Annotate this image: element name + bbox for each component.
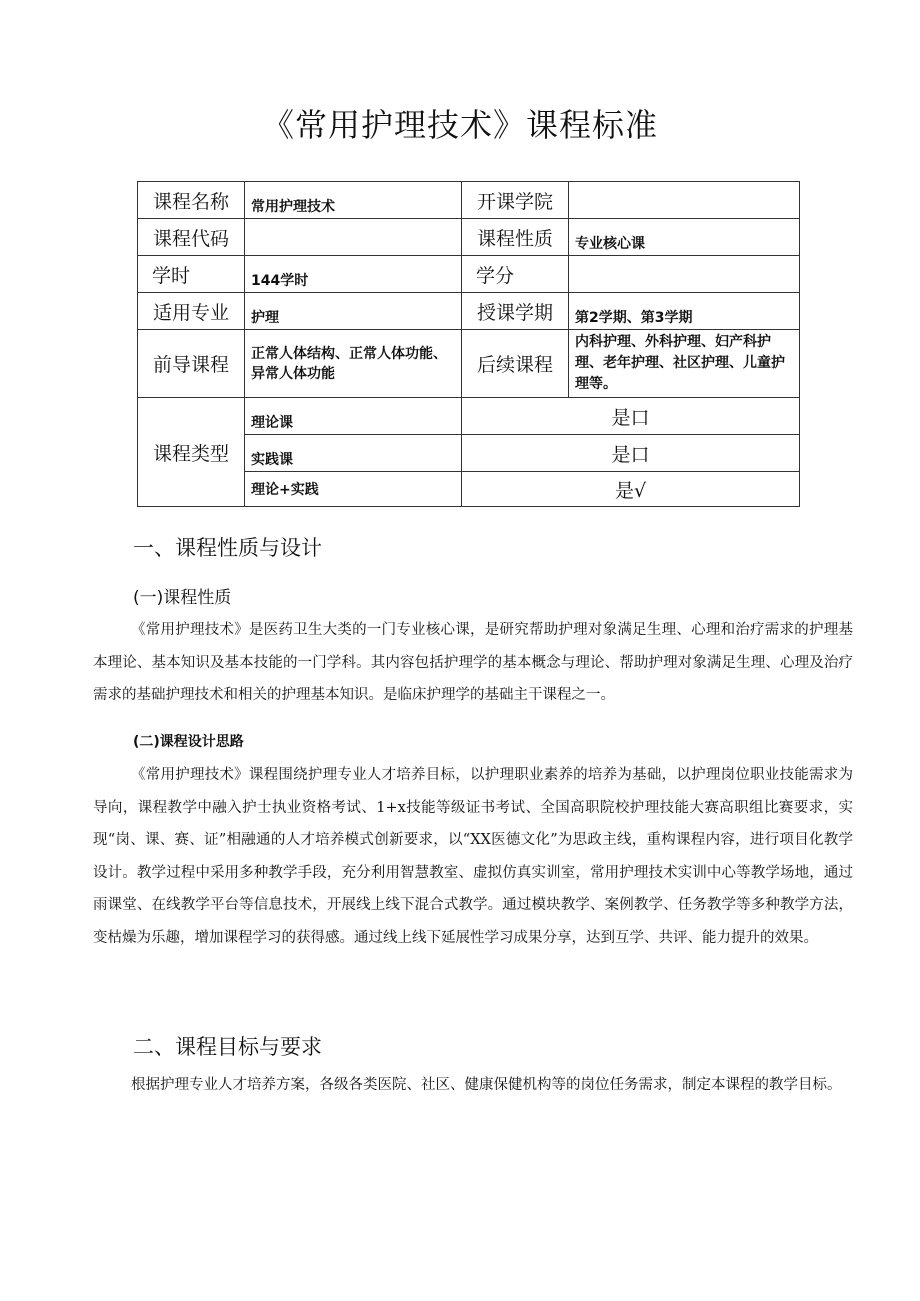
course-nature-label: 课程性质 [462,219,569,256]
prereq-value: 正常人体结构、正常人体功能、异常人体功能 [245,330,462,398]
course-type-label: 课程类型 [138,398,245,507]
section1-sub2-heading: (二)课程设计思路 [133,734,244,750]
type-practice-label: 实践课 [245,435,462,472]
college-value [569,182,800,219]
section1-sub1-heading: (一)课程性质 [133,588,232,608]
type-mixed-label: 理论+实践 [245,472,462,507]
table-row [138,219,800,256]
table-row [138,293,800,330]
course-code-value [245,219,462,256]
course-name-label: 课程名称 [138,182,245,219]
major-value: 护理 [245,293,462,330]
hours-value: 144学时 [245,256,462,293]
section1-sub1-paragraph: 《常用护理技术》是医药卫生大类的一门专业核心课，是研究帮助护理对象满足生理、心理和治疗需求的护理基本理论、基本知识及基本技能的一门学科。其内容包括护理学的基本概念与理论、帮助护理对象满足生理、心理及治疗需求的基础护理技术和相关的护理基本知识。是临床护理学的基础主干课程之一。 [93,622,853,703]
table-row [138,330,800,398]
credits-value [569,256,800,293]
hours-label: 学时 [138,256,245,293]
course-nature-value: 专业核心课 [569,219,800,256]
course-code-label: 课程代码 [138,219,245,256]
college-label: 开课学院 [462,182,569,219]
page-title: 《常用护理技术》课程标准 [261,106,658,144]
course-name-value: 常用护理技术 [245,182,462,219]
type-theory-mark: 是口 [462,398,800,435]
section1-heading: 一、课程性质与设计 [133,536,322,560]
section2-paragraph: 根据护理专业人才培养方案，各级各类医院、社区、健康保健机构等的岗位任务需求，制定本课程的教学目标。 [131,1077,842,1093]
table-row [138,256,800,293]
credits-label: 学分 [462,256,569,293]
type-practice-mark: 是口 [462,435,800,472]
major-label: 适用专业 [138,293,245,330]
type-theory-label: 理论课 [245,398,462,435]
table-row [138,182,800,219]
course-info-table [137,181,800,507]
section1-sub2-paragraph: 《常用护理技术》课程围绕护理专业人才培养目标，以护理职业素养的培养为基础，以护理岗位职业技能需求为导向，课程教学中融入护士执业资格考试、1+x技能等级证书考试、全国高职院校护理技能大赛高职组比赛要求，实现“岗、课、赛、证”相融通的人才培养模式创新要求，以“XX医德文化”为思政主线，重构课程内容，进行项目化教学设计。教学过程中采用多种教学手段，充分利用智慧教室、虚拟仿真实训室，常用护理技术实训中心等教学场地，通过雨课堂、在线教学平台等信息技术，开展线上线下混合式教学。通过模块教学、案例教学、任务教学等多种教学方法，变枯燥为乐趣，增加课程学习的获得感。通过线上线下延展性学习成果分享，达到互学、共评、能力提升的效果。 [93,767,853,946]
followup-value: 内科护理、外科护理、妇产科护理、老年护理、社区护理、儿童护理等。 [569,330,800,398]
followup-label: 后续课程 [462,330,569,398]
table-row [138,398,800,435]
prereq-label: 前导课程 [138,330,245,398]
section2-heading: 二、课程目标与要求 [133,1035,322,1059]
semester-label: 授课学期 [462,293,569,330]
type-mixed-mark: 是√ [462,472,800,507]
semester-value: 第2学期、第3学期 [569,293,800,330]
